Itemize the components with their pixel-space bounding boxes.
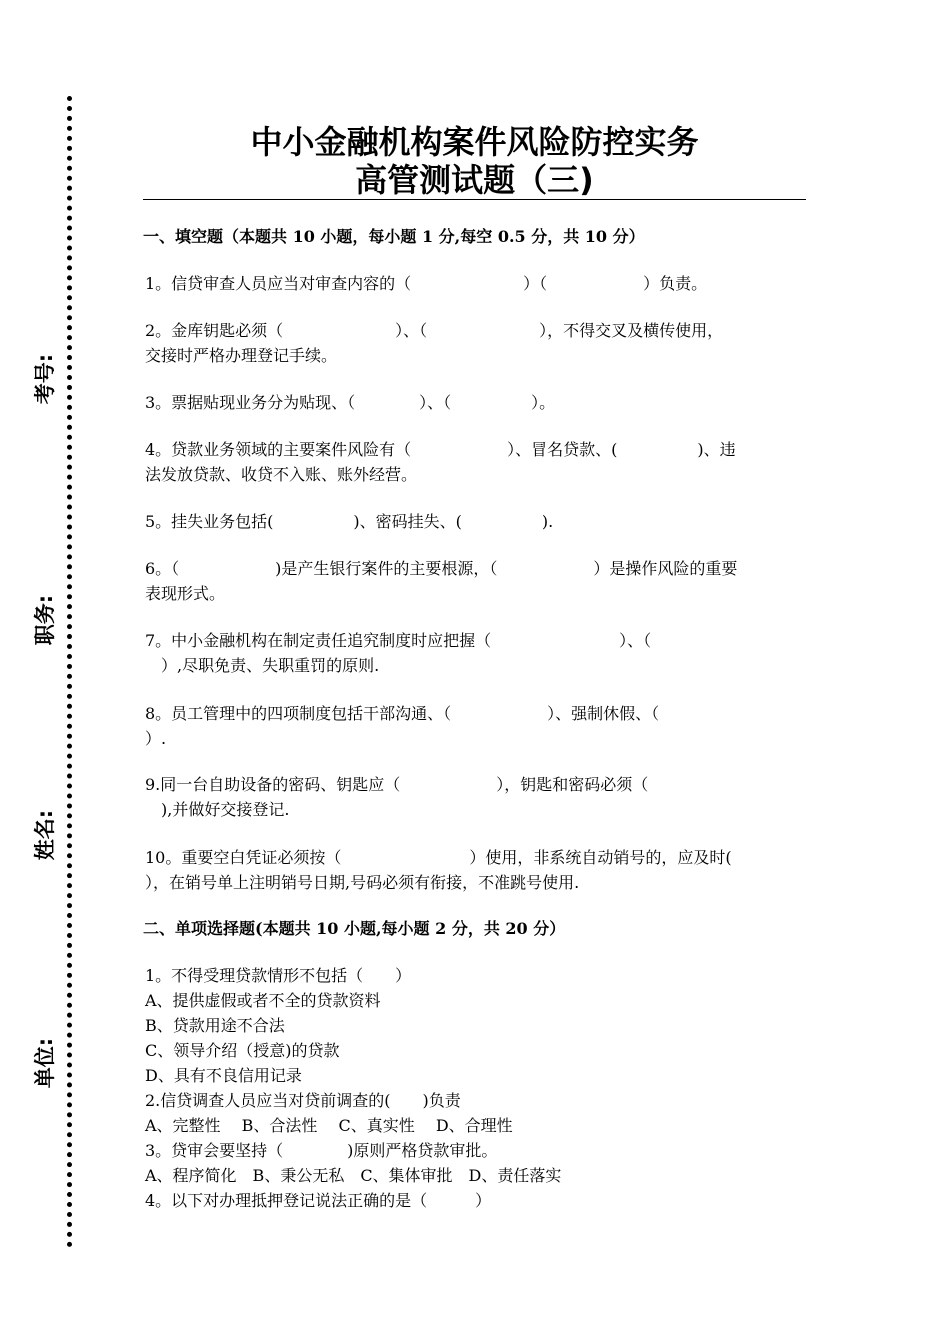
choice-line: 2.信贷调查人员应当对贷前调查的( )负责	[145, 1091, 461, 1110]
title-underline	[143, 199, 806, 200]
question-line: 表现形式。	[145, 584, 226, 603]
position-label: 职务:	[33, 594, 57, 646]
exam-title-line1: 中小金融机构案件风险防控实务	[250, 123, 699, 161]
question-line: ）,尽职免责、失职重罚的原则.	[145, 656, 380, 675]
exam-number-label: 考号:	[33, 353, 57, 405]
choice-line: 3。贷审会要坚持（ )原则严格贷款审批。	[145, 1141, 498, 1160]
choice-line: A、提供虚假或者不全的贷款资料	[145, 991, 381, 1010]
fill-question-10	[145, 845, 807, 895]
choice-questions-block	[145, 963, 807, 1213]
binding-dotted-line	[67, 96, 72, 1248]
fill-question-8	[145, 701, 807, 751]
question-line: 9.同一台自助设备的密码、钥匙应（ ），钥匙和密码必须（	[145, 775, 649, 794]
fill-question-6	[145, 556, 807, 606]
choice-line: A、完整性 B、合法性 C、真实性 D、合理性	[145, 1116, 513, 1135]
question-line: 6。（ )是产生银行案件的主要根源，（ ）是操作风险的重要	[145, 559, 738, 578]
choice-line: C、领导介绍（授意)的贷款	[145, 1041, 340, 1060]
exam-title-line2: 高管测试题（三)	[355, 161, 594, 199]
fill-question-7	[145, 628, 807, 678]
question-line: 5。挂失业务包括( )、密码挂失、( ).	[145, 512, 554, 531]
fill-question-2	[145, 318, 807, 368]
name-label: 姓名:	[33, 809, 57, 861]
question-line: 3。票据贴现业务分为贴现、（ ）、（ ）。	[145, 393, 556, 412]
question-line: 8。员工管理中的四项制度包括干部沟通、（ ）、强制休假、（	[145, 704, 660, 723]
question-line: 交接时严格办理登记手续。	[145, 346, 338, 365]
question-line: 4。贷款业务领域的主要案件风险有（ ）、冒名贷款、( )、违	[145, 440, 736, 459]
question-line: 7。中小金融机构在制定责任追究制度时应把握（ ）、（	[145, 631, 652, 650]
choice-line: 1。不得受理贷款情形不包括（ ）	[145, 966, 412, 985]
choice-line: A、程序简化 B、秉公无私 C、集体审批 D、责任落实	[145, 1166, 562, 1185]
question-line: ）.	[145, 729, 167, 748]
choice-line: 4。以下对办理抵押登记说法正确的是（ ）	[145, 1191, 492, 1210]
question-line: 法发放贷款、收贷不入账、账外经营。	[145, 465, 418, 484]
question-line: 1。信贷审查人员应当对审查内容的（ ）（ ）负责。	[145, 274, 708, 293]
fill-question-5	[145, 509, 807, 534]
choice-line: B、贷款用途不合法	[145, 1016, 285, 1035]
question-line: 10。重要空白凭证必须按（ ）使用，非系统自动销号的，应及时(	[145, 848, 732, 867]
fill-question-4	[145, 437, 807, 487]
question-line: ),并做好交接登记.	[145, 800, 290, 819]
fill-question-1	[145, 271, 807, 296]
choice-line: D、具有不良信用记录	[145, 1066, 302, 1085]
question-line: ），在销号单上注明销号日期,号码必须有衔接，不准跳号使用.	[145, 873, 580, 892]
section2-heading: 二、单项选择题(本题共 10 小题,每小题 2 分，共 20 分）	[143, 919, 566, 938]
fill-question-9	[145, 772, 807, 822]
fill-question-3	[145, 390, 807, 415]
unit-label: 单位:	[33, 1037, 57, 1089]
question-line: 2。金库钥匙必须（ ）、（ ），不得交叉及横传使用，	[145, 321, 724, 340]
section1-heading: 一、填空题（本题共 10 小题，每小题 1 分,每空 0.5 分，共 10 分）	[143, 227, 645, 246]
